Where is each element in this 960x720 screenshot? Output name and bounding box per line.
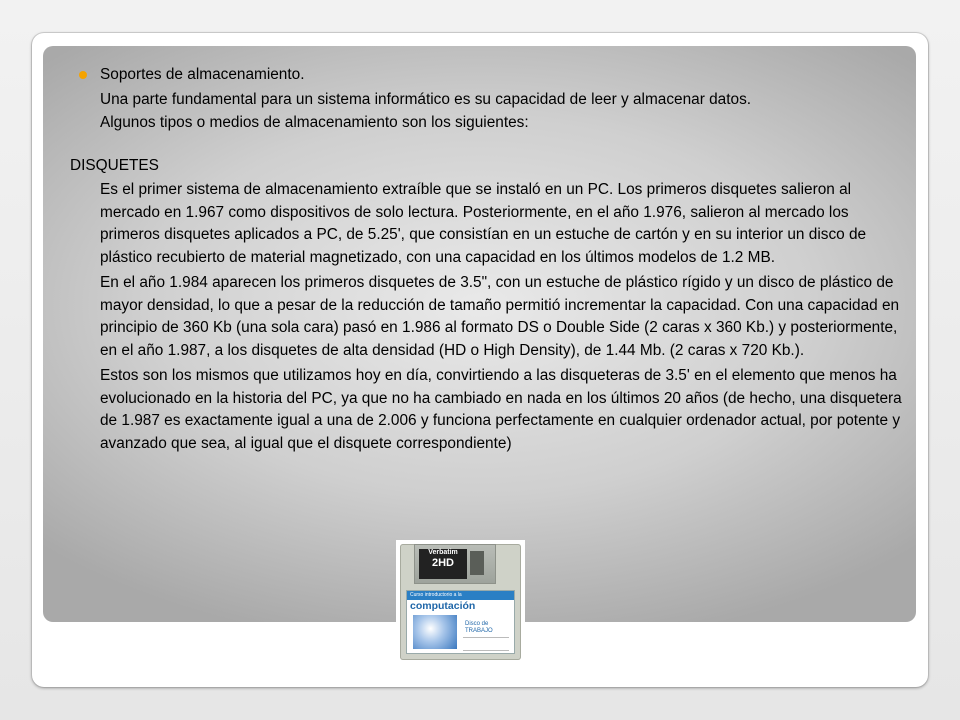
floppy-label-disk-text (465, 621, 493, 635)
floppy-label-lines (463, 637, 509, 651)
floppy-brand: Verbatim (428, 549, 458, 556)
paragraph-1: Es el primer sistema de almacenamiento extraíble que se instaló en un PC. Los primeros disquetes salieron al mercado en 1.967 como dispositivos de solo lectura. Posteriormente, en el año 1.976, salieron al mercado los primeros disquetes aplicados a PC, de 5.25', que consistían en un estuche de cartón y en su interior un disco de plástico recubierto de material magnetizado, con una capacidad en los últimos modelos de 1.2 MB. (100, 181, 867, 266)
slide-text-body (57, 64, 907, 455)
floppy-disk (400, 544, 521, 660)
intro-line-2: Algunos tipos o medios de almacenamiento son los siguientes: (100, 114, 529, 131)
paragraph-3: Estos son los mismos que utilizamos hoy en día, convirtiendo a las disqueteras de 3.5' en el elemento que menos ha evolucionado en la historia del PC, ya que no ha cambiado en nada en los últimos 20 años (de hecho, una disquetera de 1.987 es exactamente igual a una de 2.006 y funciona perfectamente en cualquier ordenador actual, por potente y avanzado que sea, al igual que el disquete correspondiente) (100, 367, 902, 452)
bullet-title: Soportes de almacenamiento. (100, 66, 305, 83)
floppy-disk-image (396, 540, 525, 664)
bullet-item (57, 64, 907, 87)
floppy-shutter (414, 544, 496, 584)
intro-line-1: Una parte fundamental para un sistema informático es su capacidad de leer y almacenar datos. (100, 90, 752, 108)
floppy-format: 2HD (431, 557, 454, 569)
floppy-label (406, 590, 515, 654)
bullet-dot-icon (79, 71, 87, 79)
floppy-label-disk-line-2: TRABAJO (465, 628, 493, 634)
floppy-label-header: Curso introductorio a la (407, 591, 514, 600)
floppy-label-title: computación (410, 600, 476, 612)
floppy-label-disk-line-1: Disco de (465, 621, 489, 627)
section-heading: DISQUETES (70, 156, 159, 174)
globe-illustration-icon (413, 615, 457, 649)
paragraph-2: En el año 1.984 aparecen los primeros disquetes de 3.5", con un estuche de plástico rígido y un disco de plástico de mayor densidad, lo que a pesar de la reducción de tamaño permitió incrementar la capacidad. Con una capacidad en principio de 360 Kb (una sola cara) pasó en 1.986 al formato DS o Double Side (2 caras x 360 Kb.) y posteriormente, en el año 1.987, a los disquetes de alta densidad (HD o High Density), de 1.44 Mb. (2 caras x 720 Kb.). (100, 274, 900, 359)
floppy-brand-label (419, 549, 467, 579)
floppy-shutter-slot (470, 551, 484, 575)
